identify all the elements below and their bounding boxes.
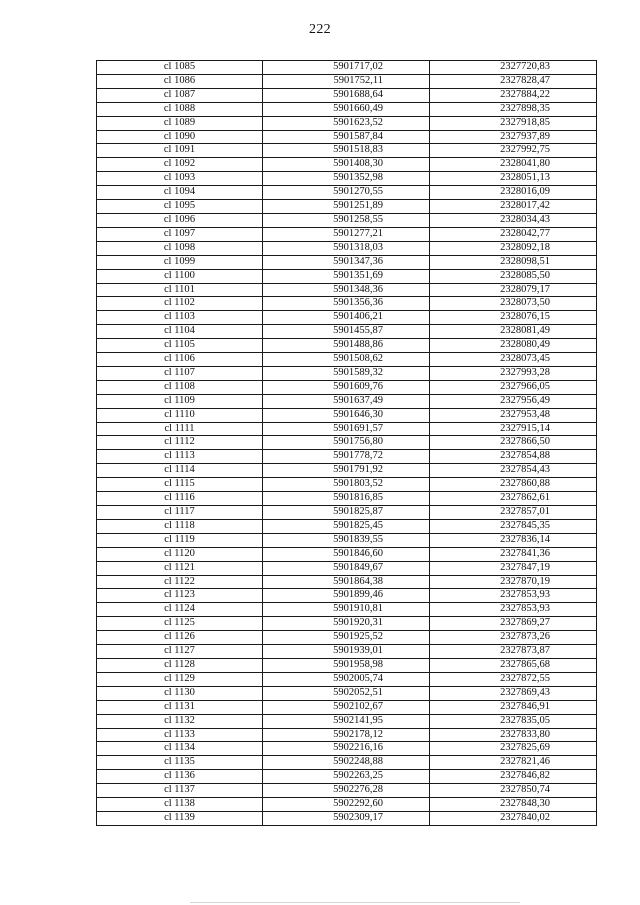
y-coordinate-cell: 2327846,82	[430, 770, 597, 784]
point-id-cell: cl 1095	[97, 200, 263, 214]
y-coordinate-cell: 2328034,43	[430, 213, 597, 227]
y-coordinate-cell: 2328085,50	[430, 269, 597, 283]
y-coordinate-cell: 2327720,83	[430, 61, 597, 75]
point-id-cell: cl 1121	[97, 561, 263, 575]
x-coordinate-cell: 5901925,52	[263, 631, 430, 645]
point-id-cell: cl 1129	[97, 672, 263, 686]
point-id-cell: cl 1092	[97, 158, 263, 172]
x-coordinate-cell: 5901318,03	[263, 241, 430, 255]
x-coordinate-cell: 5901352,98	[263, 172, 430, 186]
point-id-cell: cl 1097	[97, 227, 263, 241]
table-row	[97, 547, 597, 561]
table-row	[97, 784, 597, 798]
y-coordinate-cell: 2327835,05	[430, 714, 597, 728]
table-row	[97, 714, 597, 728]
y-coordinate-cell: 2327918,85	[430, 116, 597, 130]
x-coordinate-cell: 5901277,21	[263, 227, 430, 241]
y-coordinate-cell: 2327848,30	[430, 798, 597, 812]
x-coordinate-cell: 5901623,52	[263, 116, 430, 130]
x-coordinate-cell: 5902292,60	[263, 798, 430, 812]
y-coordinate-cell: 2328092,18	[430, 241, 597, 255]
table-row	[97, 339, 597, 353]
point-id-cell: cl 1122	[97, 575, 263, 589]
table-row	[97, 200, 597, 214]
x-coordinate-cell: 5902216,16	[263, 742, 430, 756]
y-coordinate-cell: 2327862,61	[430, 492, 597, 506]
table-row	[97, 255, 597, 269]
point-id-cell: cl 1091	[97, 144, 263, 158]
x-coordinate-cell: 5901864,38	[263, 575, 430, 589]
table-row	[97, 617, 597, 631]
coordinates-table-body	[97, 61, 597, 826]
point-id-cell: cl 1110	[97, 408, 263, 422]
table-row	[97, 450, 597, 464]
x-coordinate-cell: 5902141,95	[263, 714, 430, 728]
point-id-cell: cl 1088	[97, 102, 263, 116]
point-id-cell: cl 1087	[97, 88, 263, 102]
table-row	[97, 492, 597, 506]
coordinates-table	[96, 60, 597, 826]
y-coordinate-cell: 2327840,02	[430, 811, 597, 825]
point-id-cell: cl 1138	[97, 798, 263, 812]
x-coordinate-cell: 5902248,88	[263, 756, 430, 770]
table-row	[97, 380, 597, 394]
point-id-cell: cl 1115	[97, 478, 263, 492]
point-id-cell: cl 1117	[97, 506, 263, 520]
y-coordinate-cell: 2327953,48	[430, 408, 597, 422]
table-row	[97, 464, 597, 478]
x-coordinate-cell: 5901839,55	[263, 533, 430, 547]
table-row	[97, 811, 597, 825]
scan-artifact-line	[190, 902, 520, 903]
point-id-cell: cl 1126	[97, 631, 263, 645]
x-coordinate-cell: 5901825,45	[263, 519, 430, 533]
x-coordinate-cell: 5901660,49	[263, 102, 430, 116]
point-id-cell: cl 1113	[97, 450, 263, 464]
point-id-cell: cl 1119	[97, 533, 263, 547]
y-coordinate-cell: 2328076,15	[430, 311, 597, 325]
x-coordinate-cell: 5902102,67	[263, 700, 430, 714]
y-coordinate-cell: 2327873,87	[430, 645, 597, 659]
table-row	[97, 631, 597, 645]
point-id-cell: cl 1085	[97, 61, 263, 75]
table-row	[97, 519, 597, 533]
point-id-cell: cl 1132	[97, 714, 263, 728]
y-coordinate-cell: 2327915,14	[430, 422, 597, 436]
point-id-cell: cl 1096	[97, 213, 263, 227]
table-row	[97, 672, 597, 686]
table-row	[97, 325, 597, 339]
table-row	[97, 241, 597, 255]
y-coordinate-cell: 2327937,89	[430, 130, 597, 144]
y-coordinate-cell: 2327870,19	[430, 575, 597, 589]
point-id-cell: cl 1104	[97, 325, 263, 339]
y-coordinate-cell: 2327866,50	[430, 436, 597, 450]
table-row	[97, 742, 597, 756]
table-row	[97, 658, 597, 672]
x-coordinate-cell: 5901589,32	[263, 366, 430, 380]
x-coordinate-cell: 5901258,55	[263, 213, 430, 227]
x-coordinate-cell: 5901488,86	[263, 339, 430, 353]
y-coordinate-cell: 2327854,43	[430, 464, 597, 478]
y-coordinate-cell: 2328073,50	[430, 297, 597, 311]
point-id-cell: cl 1135	[97, 756, 263, 770]
x-coordinate-cell: 5901348,36	[263, 283, 430, 297]
y-coordinate-cell: 2328081,49	[430, 325, 597, 339]
y-coordinate-cell: 2327956,49	[430, 394, 597, 408]
table-row	[97, 589, 597, 603]
y-coordinate-cell: 2327884,22	[430, 88, 597, 102]
table-row	[97, 603, 597, 617]
table-row	[97, 394, 597, 408]
point-id-cell: cl 1128	[97, 658, 263, 672]
table-row	[97, 269, 597, 283]
table-row	[97, 408, 597, 422]
table-row	[97, 478, 597, 492]
y-coordinate-cell: 2327833,80	[430, 728, 597, 742]
x-coordinate-cell: 5901356,36	[263, 297, 430, 311]
point-id-cell: cl 1125	[97, 617, 263, 631]
point-id-cell: cl 1136	[97, 770, 263, 784]
y-coordinate-cell: 2328016,09	[430, 186, 597, 200]
y-coordinate-cell: 2328098,51	[430, 255, 597, 269]
point-id-cell: cl 1111	[97, 422, 263, 436]
x-coordinate-cell: 5901406,21	[263, 311, 430, 325]
y-coordinate-cell: 2328073,45	[430, 353, 597, 367]
point-id-cell: cl 1118	[97, 519, 263, 533]
y-coordinate-cell: 2327841,36	[430, 547, 597, 561]
x-coordinate-cell: 5901717,02	[263, 61, 430, 75]
y-coordinate-cell: 2327898,35	[430, 102, 597, 116]
x-coordinate-cell: 5902005,74	[263, 672, 430, 686]
y-coordinate-cell: 2327992,75	[430, 144, 597, 158]
y-coordinate-cell: 2327869,43	[430, 686, 597, 700]
x-coordinate-cell: 5901791,92	[263, 464, 430, 478]
y-coordinate-cell: 2328041,80	[430, 158, 597, 172]
table-row	[97, 756, 597, 770]
x-coordinate-cell: 5901347,36	[263, 255, 430, 269]
point-id-cell: cl 1133	[97, 728, 263, 742]
x-coordinate-cell: 5901351,69	[263, 269, 430, 283]
x-coordinate-cell: 5901408,30	[263, 158, 430, 172]
table-row	[97, 422, 597, 436]
table-row	[97, 213, 597, 227]
x-coordinate-cell: 5901688,64	[263, 88, 430, 102]
y-coordinate-cell: 2327845,35	[430, 519, 597, 533]
y-coordinate-cell: 2327872,55	[430, 672, 597, 686]
y-coordinate-cell: 2328042,77	[430, 227, 597, 241]
table-row	[97, 88, 597, 102]
table-row	[97, 436, 597, 450]
x-coordinate-cell: 5901270,55	[263, 186, 430, 200]
x-coordinate-cell: 5901920,31	[263, 617, 430, 631]
table-row	[97, 227, 597, 241]
x-coordinate-cell: 5902309,17	[263, 811, 430, 825]
y-coordinate-cell: 2327966,05	[430, 380, 597, 394]
table-row	[97, 645, 597, 659]
point-id-cell: cl 1089	[97, 116, 263, 130]
x-coordinate-cell: 5901756,80	[263, 436, 430, 450]
point-id-cell: cl 1139	[97, 811, 263, 825]
point-id-cell: cl 1099	[97, 255, 263, 269]
table-row	[97, 686, 597, 700]
x-coordinate-cell: 5901778,72	[263, 450, 430, 464]
y-coordinate-cell: 2327825,69	[430, 742, 597, 756]
point-id-cell: cl 1124	[97, 603, 263, 617]
x-coordinate-cell: 5901849,67	[263, 561, 430, 575]
x-coordinate-cell: 5901958,98	[263, 658, 430, 672]
x-coordinate-cell: 5902052,51	[263, 686, 430, 700]
table-row	[97, 311, 597, 325]
point-id-cell: cl 1112	[97, 436, 263, 450]
point-id-cell: cl 1134	[97, 742, 263, 756]
y-coordinate-cell: 2327873,26	[430, 631, 597, 645]
y-coordinate-cell: 2327847,19	[430, 561, 597, 575]
point-id-cell: cl 1100	[97, 269, 263, 283]
point-id-cell: cl 1098	[97, 241, 263, 255]
x-coordinate-cell: 5901609,76	[263, 380, 430, 394]
y-coordinate-cell: 2327993,28	[430, 366, 597, 380]
point-id-cell: cl 1108	[97, 380, 263, 394]
point-id-cell: cl 1123	[97, 589, 263, 603]
point-id-cell: cl 1106	[97, 353, 263, 367]
table-row	[97, 366, 597, 380]
y-coordinate-cell: 2327869,27	[430, 617, 597, 631]
y-coordinate-cell: 2327821,46	[430, 756, 597, 770]
x-coordinate-cell: 5902178,12	[263, 728, 430, 742]
x-coordinate-cell: 5901251,89	[263, 200, 430, 214]
point-id-cell: cl 1090	[97, 130, 263, 144]
point-id-cell: cl 1094	[97, 186, 263, 200]
table-row	[97, 798, 597, 812]
point-id-cell: cl 1114	[97, 464, 263, 478]
table-row	[97, 61, 597, 75]
x-coordinate-cell: 5901846,60	[263, 547, 430, 561]
table-row	[97, 728, 597, 742]
x-coordinate-cell: 5901816,85	[263, 492, 430, 506]
table-row	[97, 700, 597, 714]
x-coordinate-cell: 5902263,25	[263, 770, 430, 784]
point-id-cell: cl 1116	[97, 492, 263, 506]
x-coordinate-cell: 5901939,01	[263, 645, 430, 659]
point-id-cell: cl 1137	[97, 784, 263, 798]
point-id-cell: cl 1127	[97, 645, 263, 659]
point-id-cell: cl 1102	[97, 297, 263, 311]
y-coordinate-cell: 2327850,74	[430, 784, 597, 798]
table-row	[97, 144, 597, 158]
table-row	[97, 283, 597, 297]
table-row	[97, 186, 597, 200]
table-row	[97, 770, 597, 784]
x-coordinate-cell: 5901646,30	[263, 408, 430, 422]
x-coordinate-cell: 5901587,84	[263, 130, 430, 144]
table-row	[97, 102, 597, 116]
x-coordinate-cell: 5901518,83	[263, 144, 430, 158]
x-coordinate-cell: 5901899,46	[263, 589, 430, 603]
point-id-cell: cl 1093	[97, 172, 263, 186]
x-coordinate-cell: 5901910,81	[263, 603, 430, 617]
y-coordinate-cell: 2327860,88	[430, 478, 597, 492]
page-number: 222	[309, 22, 331, 37]
table-row	[97, 506, 597, 520]
table-row	[97, 130, 597, 144]
y-coordinate-cell: 2327853,93	[430, 603, 597, 617]
x-coordinate-cell: 5901637,49	[263, 394, 430, 408]
y-coordinate-cell: 2327836,14	[430, 533, 597, 547]
y-coordinate-cell: 2328079,17	[430, 283, 597, 297]
x-coordinate-cell: 5901508,62	[263, 353, 430, 367]
x-coordinate-cell: 5901803,52	[263, 478, 430, 492]
y-coordinate-cell: 2328017,42	[430, 200, 597, 214]
table-row	[97, 353, 597, 367]
y-coordinate-cell: 2327828,47	[430, 74, 597, 88]
point-id-cell: cl 1103	[97, 311, 263, 325]
x-coordinate-cell: 5901691,57	[263, 422, 430, 436]
y-coordinate-cell: 2327846,91	[430, 700, 597, 714]
table-row	[97, 74, 597, 88]
table-row	[97, 561, 597, 575]
point-id-cell: cl 1086	[97, 74, 263, 88]
y-coordinate-cell: 2327853,93	[430, 589, 597, 603]
point-id-cell: cl 1107	[97, 366, 263, 380]
x-coordinate-cell: 5901455,87	[263, 325, 430, 339]
table-row	[97, 172, 597, 186]
table-row	[97, 575, 597, 589]
x-coordinate-cell: 5901752,11	[263, 74, 430, 88]
point-id-cell: cl 1101	[97, 283, 263, 297]
table-row	[97, 533, 597, 547]
point-id-cell: cl 1130	[97, 686, 263, 700]
point-id-cell: cl 1109	[97, 394, 263, 408]
y-coordinate-cell: 2327854,88	[430, 450, 597, 464]
y-coordinate-cell: 2327865,68	[430, 658, 597, 672]
table-row	[97, 297, 597, 311]
point-id-cell: cl 1131	[97, 700, 263, 714]
y-coordinate-cell: 2328051,13	[430, 172, 597, 186]
x-coordinate-cell: 5901825,87	[263, 506, 430, 520]
table-row	[97, 116, 597, 130]
table-row	[97, 158, 597, 172]
y-coordinate-cell: 2327857,01	[430, 506, 597, 520]
y-coordinate-cell: 2328080,49	[430, 339, 597, 353]
point-id-cell: cl 1120	[97, 547, 263, 561]
x-coordinate-cell: 5902276,28	[263, 784, 430, 798]
point-id-cell: cl 1105	[97, 339, 263, 353]
